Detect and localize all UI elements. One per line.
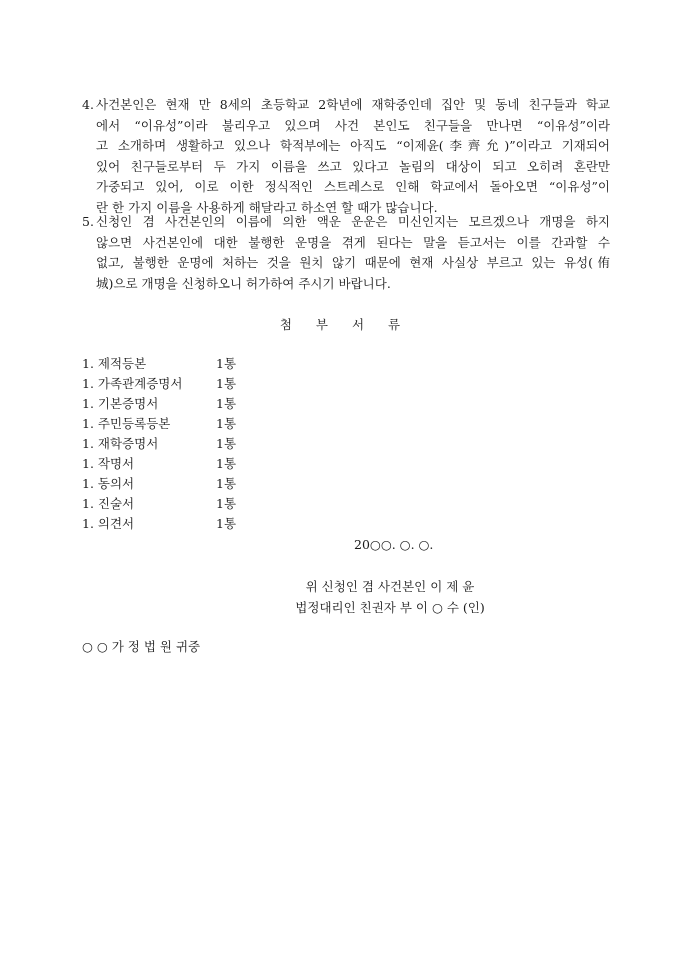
attachment-item (82, 354, 382, 374)
attachments-list (82, 354, 382, 534)
attachments-heading: 첨 부 서 류 (279, 317, 411, 332)
attachment-name: 1. 재학증명서 (82, 436, 159, 451)
attachment-name: 1. 제적등본 (82, 356, 147, 371)
attachment-item (82, 394, 382, 414)
paragraph-number: 5. (82, 214, 94, 229)
attachment-item (82, 434, 382, 454)
paragraph-line: 고 소개하며 생활하고 있으나 학적부에는 아직도 “이제윤(李齊允)”이라고 기재되어 (96, 138, 610, 154)
attachment-item (82, 414, 382, 434)
paragraph-line: 있어 친구들로부터 두 가지 이름을 쓰고 있다고 놀림의 대상이 되고 오히려 혼란만 (96, 158, 610, 174)
attachment-name: 1. 가족관계증명서 (82, 376, 183, 391)
attachment-item (82, 454, 382, 474)
paragraph-line: 없고, 불행한 운명에 처하는 것을 원치 않기 때문에 현재 사실상 부르고 있는 유성(侑 (96, 255, 610, 271)
attachment-count: 1통 (216, 496, 237, 511)
attachment-name: 1. 동의서 (82, 476, 135, 491)
legal-representative-line: 법정대리인 친권자 부 이 ○ 수 (인) (295, 600, 485, 615)
document-date: 20○○. ○. ○. (354, 537, 434, 552)
attachment-count: 1통 (216, 436, 237, 451)
paragraph-line: 않으면 사건본인에 대한 불행한 운명을 겪게 된다는 말을 듣고서는 이를 간과할 수 (96, 234, 610, 250)
paragraph-line: 란 한 가지 이름을 사용하게 해달라고 하소연 할 때가 많습니다. (96, 199, 438, 215)
paragraph-4 (82, 95, 610, 219)
attachment-item (82, 494, 382, 514)
attachment-count: 1통 (216, 416, 237, 431)
attachment-count: 1통 (216, 456, 237, 471)
attachment-name: 1. 주민등록등본 (82, 416, 171, 431)
attachment-count: 1통 (216, 396, 237, 411)
attachment-count: 1통 (216, 376, 237, 391)
paragraph-line: 城)으로 개명을 신청하오니 허가하여 주시기 바랍니다. (96, 275, 391, 291)
attachment-count: 1통 (216, 516, 237, 531)
paragraph-5 (82, 212, 610, 294)
attachment-item (82, 374, 382, 394)
paragraph-line: 사건본인은 현재 만 8세의 초등학교 2학년에 재학중인데 집안 및 동네 친구들과 학교 (96, 97, 610, 112)
attachment-item (82, 474, 382, 494)
attachment-count: 1통 (216, 476, 237, 491)
attachment-name: 1. 기본증명서 (82, 396, 159, 411)
paragraph-line: 에서 “이유성”이라 불리우고 있으며 사건 본인도 친구들을 만나면 “이유성”이라 (96, 117, 610, 133)
attachment-name: 1. 진술서 (82, 496, 135, 511)
court-addressee: ○ ○ 가 정 법 원 귀중 (82, 639, 201, 654)
attachment-item (82, 514, 382, 534)
attachment-name: 1. 의견서 (82, 516, 135, 531)
paragraph-number: 4. (82, 97, 94, 112)
applicant-line: 위 신청인 겸 사건본인 이 제 윤 (305, 579, 475, 594)
attachment-count: 1통 (216, 356, 237, 371)
attachment-name: 1. 작명서 (82, 456, 135, 471)
paragraph-line: 가중되고 있어, 이로 이한 정식적인 스트레스로 인해 학교에서 돌아오면 “이유성”이 (96, 179, 610, 195)
paragraph-line: 신청인 겸 사건본인의 이름에 의한 액운 운운은 미신인지는 모르겠으나 개명을 하지 (96, 214, 610, 229)
